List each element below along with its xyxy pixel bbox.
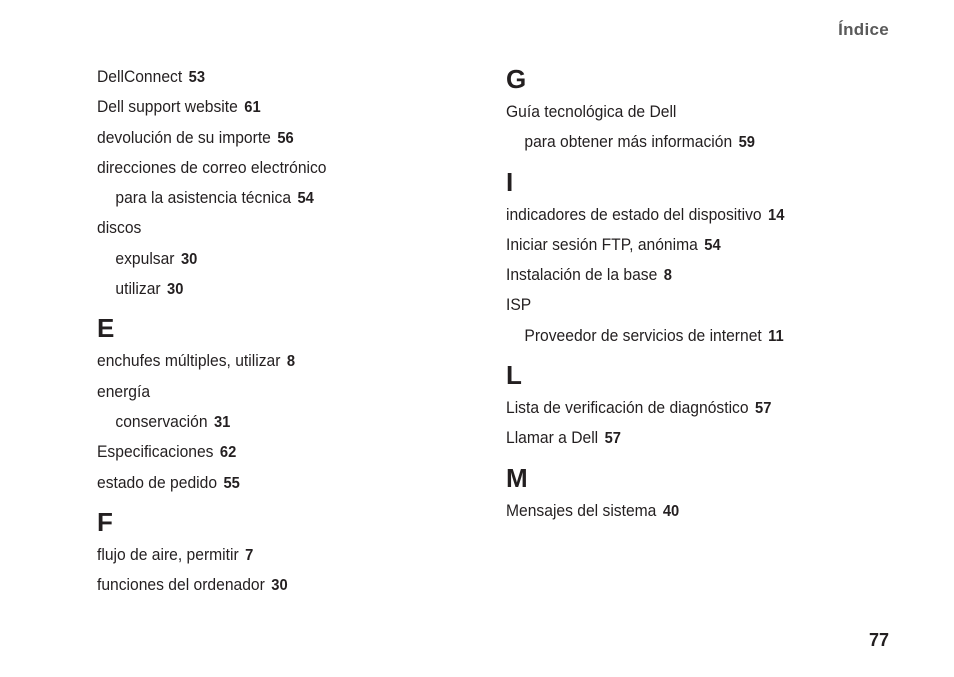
index-term: Iniciar sesión FTP, anónima [506,234,698,254]
index-letter-heading: E [97,313,115,344]
index-term: Lista de verificación de diagnóstico [506,398,749,418]
index-term: ISP [506,295,532,315]
index-page-ref: 53 [188,69,206,86]
index-term: indicadores de estado del dispositivo [506,204,762,224]
index-page-ref: 62 [219,444,237,462]
index-letter-heading: L [506,360,522,391]
index-page-ref: 30 [271,577,288,595]
index-page-ref: 11 [768,327,784,345]
index-term: Especificaciones [97,442,214,462]
index-subentry [506,321,874,351]
page-number: 77 [868,630,889,650]
index-term: para la asistencia técnica [115,188,292,208]
index-entry [506,290,874,320]
index-entry [506,260,874,290]
index-entry [97,213,447,243]
index-term: Dell support website [97,97,238,117]
index-entry [97,153,447,183]
index-entry [97,468,447,498]
index-entry [506,393,874,423]
index-letter-heading: I [506,166,514,197]
index-page-ref: 40 [662,502,680,520]
index-term: utilizar [115,279,161,299]
index-entry [97,570,447,600]
index-page-ref: 30 [167,281,184,299]
index-subentry [97,407,447,437]
index-term: conservación [115,411,208,431]
index-entry [506,97,874,127]
index-letter-heading: G [506,64,527,94]
index-entry [97,377,447,407]
index-entry [97,346,447,376]
index-subentry [97,244,447,274]
index-page-ref: 7 [245,546,254,564]
index-page-ref: 57 [604,430,621,448]
index-term: DellConnect [97,67,183,86]
index-entry [97,62,447,92]
index-entry [506,230,874,260]
index-page-ref: 54 [297,190,314,208]
index-page-ref: 59 [738,134,755,152]
index-page-ref: 54 [704,236,721,254]
index-term: Instalación de la base [506,265,658,285]
index-term: discos [97,218,142,238]
index-page-ref: 55 [223,474,240,492]
index-term: enchufes múltiples, utilizar [97,351,281,371]
index-term: Guía tecnológica de Dell [506,102,677,121]
index-subentry [506,127,874,157]
index-term: Mensajes del sistema [506,500,657,520]
index-term: funciones del ordenador [97,575,265,595]
index-term: expulsar [115,248,175,268]
index-entry [506,423,874,453]
index-page-ref: 8 [663,267,672,285]
index-entry [506,496,874,526]
index-term: Llamar a Dell [506,428,599,448]
index-term: estado de pedido [97,472,218,492]
index-page-ref: 57 [755,400,772,418]
index-column-left [97,62,477,600]
index-page-ref: 30 [180,250,198,268]
index-entry [97,540,447,570]
index-entry [97,123,447,153]
index-page-ref: 8 [286,353,296,371]
index-entry [97,437,447,467]
index-page-ref: 61 [244,99,261,117]
index-term: para obtener más información [524,132,733,152]
index-term: Proveedor de servicios de internet [524,325,762,345]
index-entry [97,92,447,122]
section-header: Índice [838,20,889,39]
index-letter-heading: F [97,506,113,537]
index-subentry [97,183,447,213]
index-entry [506,200,874,230]
index-letter-heading: M [506,462,528,493]
index-term: direcciones de correo electrónico [97,157,327,177]
index-column-right [506,62,906,526]
index-page-ref: 31 [213,413,231,431]
index-term: devolución de su importe [97,127,271,147]
index-page-ref: 14 [768,206,785,224]
index-term: flujo de aire, permitir [97,544,239,564]
index-subentry [97,274,447,304]
index-page-ref: 56 [277,129,294,147]
index-term: energía [97,381,151,401]
